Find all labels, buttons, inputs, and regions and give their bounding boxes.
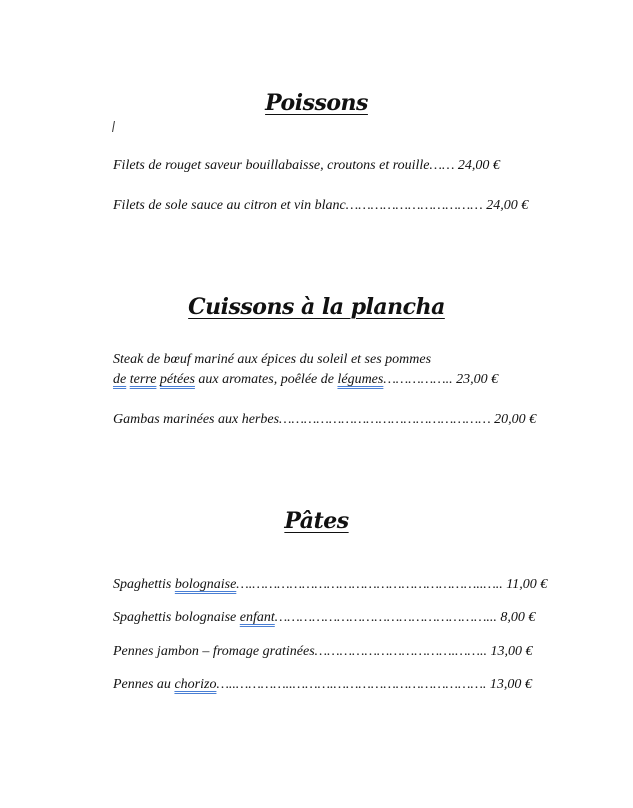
leader-dots: …………….. <box>383 372 453 387</box>
menu-item-gambas: Gambas marinées aux herbes…………………………………………… 20,00 € <box>113 412 537 427</box>
menu-item-pennes-jambon: Pennes jambon – fromage gratinées…………………………….…….. 13,00 € <box>113 644 533 659</box>
word-petees: pétées <box>159 372 195 387</box>
menu-item-steak-line1: Steak de bœuf mariné aux épices du soleil et ses pommes <box>113 352 432 367</box>
item-name: Spaghettis bolognaise <box>113 610 240 625</box>
section-title-plancha: Cuissons à la plancha <box>188 294 445 320</box>
text-cursor <box>112 121 115 132</box>
word-bolognaise: bolognaise <box>174 577 237 592</box>
section-title-pates: Pâtes <box>284 508 349 534</box>
word-enfant: enfant <box>239 610 275 625</box>
item-leader-price: ……………………………………………... 8,00 € <box>274 610 536 625</box>
word-chorizo: chorizo <box>174 677 217 692</box>
menu-item-pennes-chorizo <box>113 677 532 693</box>
price-steak: 23,00 € <box>452 372 499 387</box>
menu-item-rouget: Filets de rouget saveur bouillabaisse, croutons et rouille…… 24,00 € <box>113 158 500 173</box>
text-aux-aromates: aux aromates, poêlée de <box>194 372 338 387</box>
menu-item-sole: Filets de sole sauce au citron et vin blanc…………………………… 24,00 € <box>113 198 529 213</box>
word-de: de <box>113 372 127 387</box>
section-title-poissons: Poissons <box>265 90 368 116</box>
item-name: Spaghettis <box>113 577 175 592</box>
menu-item-spaghettis <box>113 577 547 593</box>
item-name: Pennes au <box>113 677 175 692</box>
item-leader-price: …..…………..……….………………………………. 13,00 € <box>216 677 532 692</box>
word-terre: terre <box>129 372 157 387</box>
menu-item-spaghettis-enfant <box>113 610 535 626</box>
menu-item-steak-line2 <box>113 372 498 388</box>
word-legumes: légumes <box>337 372 384 387</box>
item-leader-price: ….………………………………………………..….. 11,00 € <box>236 577 548 592</box>
